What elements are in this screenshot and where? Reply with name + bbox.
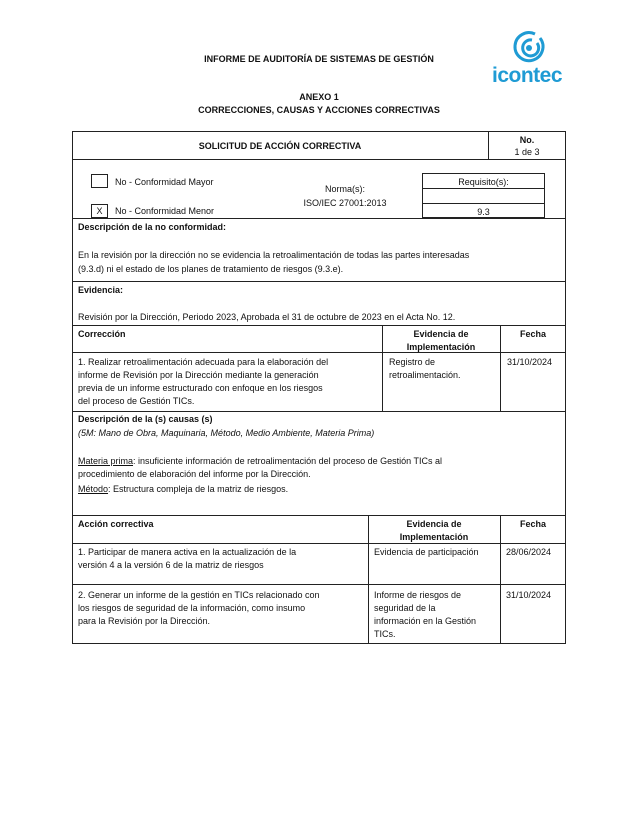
actions-evidence-header-line1: Evidencia de	[406, 519, 462, 529]
action-row-2-evidence-line4: TICs.	[374, 629, 396, 639]
request-number-value: 1 de 3	[514, 147, 540, 157]
action-row-2-line2: los riesgos de seguridad de la información, como insumo	[78, 603, 306, 613]
action-row-2-line1: 2. Generar un informe de la gestión en TICs relacionado con	[78, 590, 320, 600]
correction-date-header: Fecha	[519, 329, 546, 339]
major-nc-label: No - Conformidad Mayor	[115, 177, 214, 187]
actions-date-header: Fecha	[519, 519, 546, 529]
correction-row-evidence-line1: Registro de	[389, 357, 436, 367]
correction-row-text	[73, 354, 333, 410]
evidence-text: Revisión por la Dirección, Periodo 2023, Aprobada el 31 de octubre de 2023 en el Acta No. 12.	[78, 312, 456, 322]
action-row-1-text	[73, 544, 301, 574]
correction-row-line2: informe de Revisión por la Dirección mediante la generación	[78, 370, 319, 380]
major-nc-checkbox[interactable]	[91, 174, 108, 188]
requirement-value: 9.3	[477, 207, 490, 217]
minor-nc-label: No - Conformidad Menor	[115, 206, 215, 216]
materia-prima-label: Materia prima	[78, 456, 134, 466]
correction-row-evidence	[384, 354, 466, 384]
action-row-2-evidence-line3: información en la Gestión	[374, 616, 477, 626]
requirement-label: Requisito(s):	[458, 177, 509, 187]
annex-number: ANEXO 1	[299, 92, 339, 102]
request-title: SOLICITUD DE ACCIÓN CORRECTIVA	[198, 141, 362, 151]
correction-row-date: 31/10/2024	[507, 357, 553, 367]
causes-5m-note: (5M: Mano de Obra, Maquinaria, Método, Medio Ambiente, Materia Prima)	[78, 428, 375, 438]
causes-label: Descripción de la (s) causas (s)	[78, 414, 213, 424]
action-row-2-text	[73, 587, 324, 630]
correction-evidence-header	[382, 326, 500, 356]
action-row-2-line3: para la Revisión por la Dirección.	[78, 616, 211, 626]
correction-row-line1: 1. Realizar retroalimentación adecuada para la elaboración del	[78, 357, 329, 367]
annex-subtitle: CORRECCIONES, CAUSAS Y ACCIONES CORRECTIVAS	[198, 105, 440, 115]
actions-col-header: Acción correctiva	[78, 519, 154, 529]
evidence-label: Evidencia:	[78, 285, 124, 295]
action-row-1-line2: versión 4 a la versión 6 de la matriz de riesgos	[78, 560, 264, 570]
nonconformity-line2: (9.3.d) ni el estado de los planes de tratamiento de riesgos (9.3.e).	[78, 264, 344, 274]
metodo-text: : Estructura compleja de la matriz de riesgos.	[108, 484, 289, 494]
norms-label: Norma(s):	[325, 184, 365, 194]
request-number	[488, 132, 566, 160]
correction-evidence-header-line1: Evidencia de	[413, 329, 469, 339]
causes-materia-prima	[73, 453, 447, 483]
request-number-label: No.	[519, 135, 535, 145]
correction-evidence-header-line2: Implementación	[406, 342, 476, 352]
icontec-logo-text: icontec	[492, 64, 563, 87]
correction-row-line4: del proceso de Gestión TICs.	[78, 396, 195, 406]
correction-row-line3: previa de un informe estructurado con enfoque en los riesgos	[78, 383, 323, 393]
causes-metodo	[73, 481, 293, 498]
correction-col-header: Corrección	[78, 329, 126, 339]
correction-row-evidence-line2: retroalimentación.	[389, 370, 461, 380]
action-row-1-evidence: Evidencia de participación	[374, 547, 479, 557]
action-row-2-evidence-line1: Informe de riesgos de	[374, 590, 462, 600]
action-row-1-date: 28/06/2024	[506, 547, 552, 557]
action-row-2-evidence-line2: seguridad de la	[374, 603, 436, 613]
materia-prima-text: : insuficiente información de retroalimentación del proceso de Gestión TICs al	[133, 456, 443, 466]
action-row-2-date: 31/10/2024	[506, 590, 552, 600]
minor-nc-checkbox[interactable]: X	[91, 204, 108, 218]
report-title: INFORME DE AUDITORÍA DE SISTEMAS DE GESTIÓN	[204, 54, 434, 64]
metodo-label: Método	[78, 484, 109, 494]
actions-evidence-header	[368, 516, 500, 546]
action-row-1-line1: 1. Participar de manera activa en la actualización de la	[78, 547, 297, 557]
nonconformity-label: Descripción de la no conformidad:	[78, 222, 227, 232]
materia-prima-text2: procedimiento de elaboración del informe por la Dirección.	[78, 469, 311, 479]
nonconformity-line1: En la revisión por la dirección no se evidencia la retroalimentación de todas las partes interesadas	[78, 250, 470, 260]
action-row-2-evidence	[369, 587, 481, 643]
norms-value: ISO/IEC 27001:2013	[303, 198, 387, 208]
annex-heading	[0, 91, 638, 117]
actions-evidence-header-line2: Implementación	[399, 532, 469, 542]
